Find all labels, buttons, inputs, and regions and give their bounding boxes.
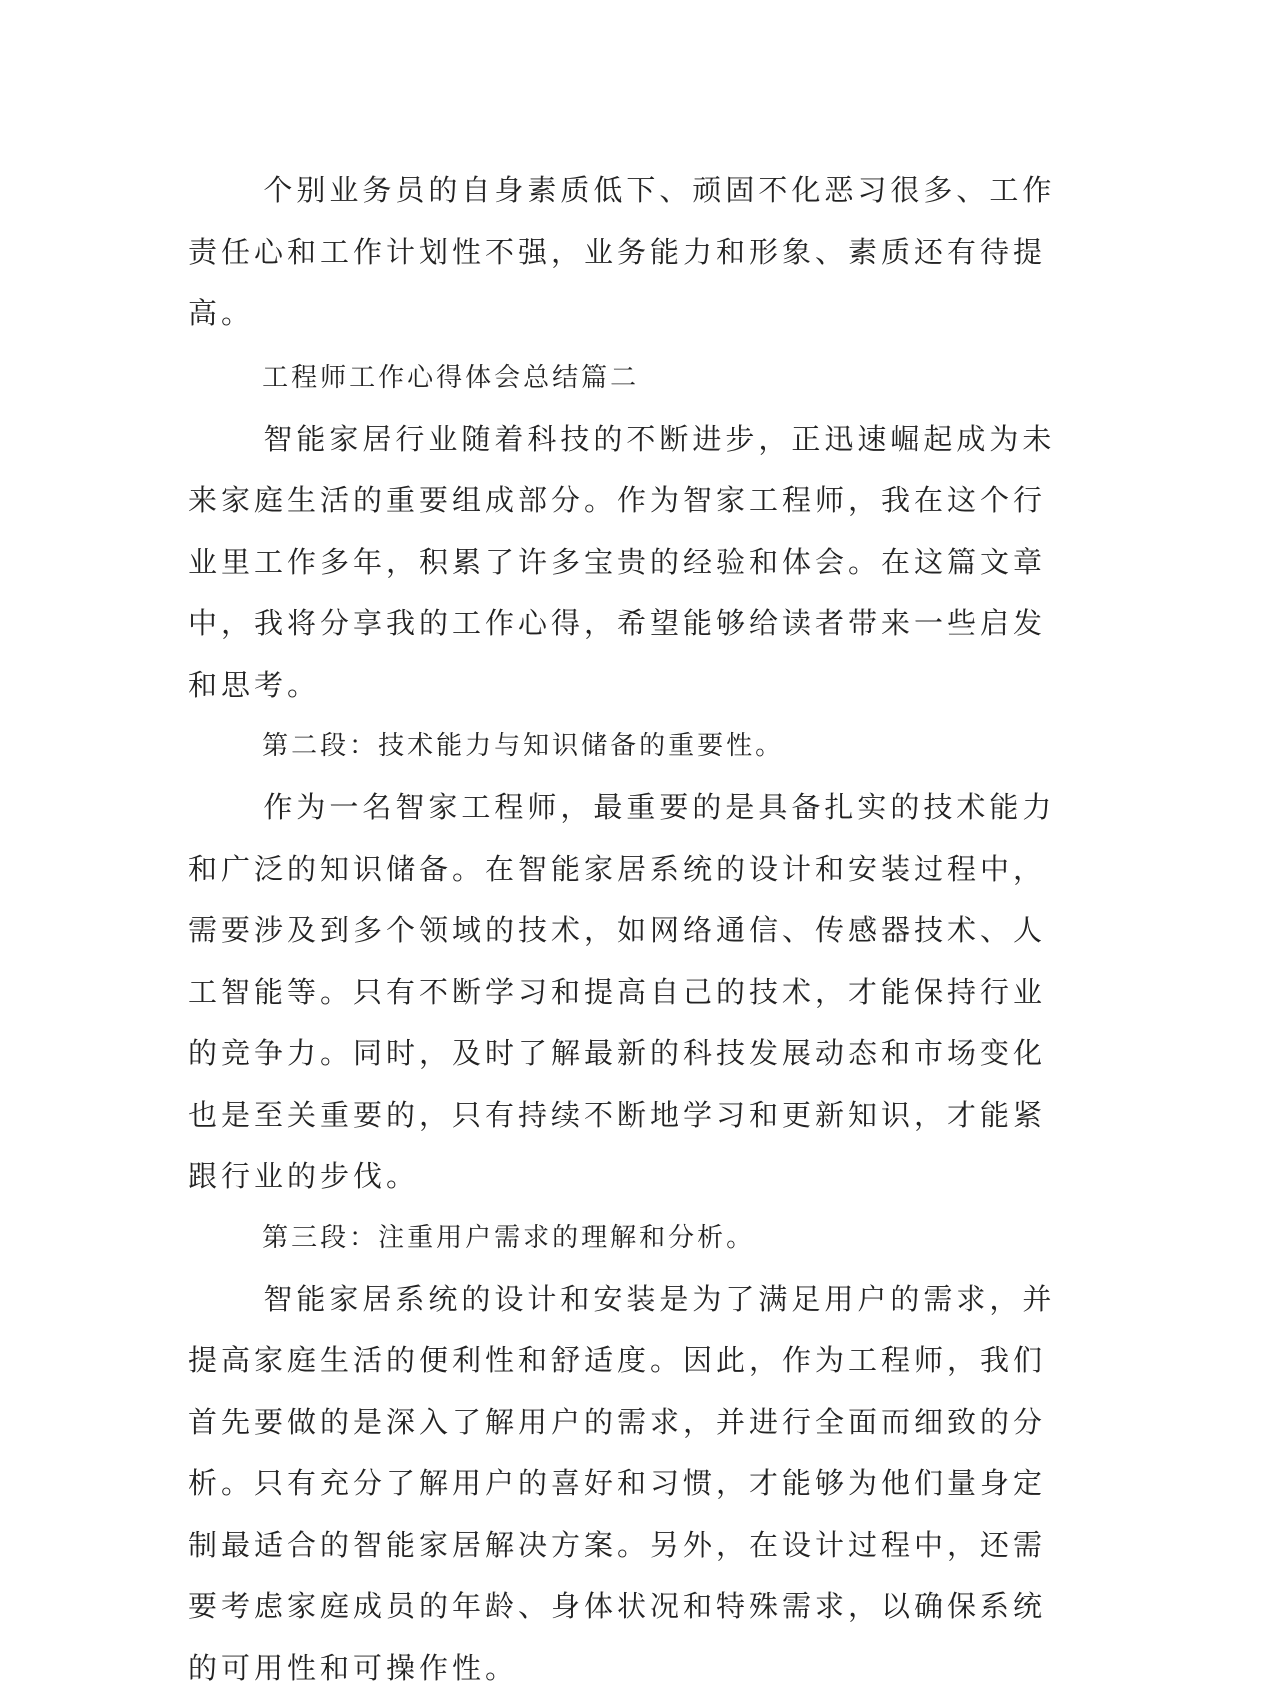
paragraph-body-4: 智能家居系统的设计和安装是为了满足用户的需求，并提高家庭生活的便利性和舒适度。因此，作为工程师，我们首先要做的是深入了解用户的需求，并进行全面而细致的分析。只有充分了解用户的喜好和习惯，才能够为他们量身定制最适合的智能家居解决方案。另外，在设计过程中，还需要考虑家庭成员的年龄、身体状况和特殊需求，以确保系统的可用性和可操作性。 (188, 1269, 1078, 1699)
paragraph-body-3: 作为一名智家工程师，最重要的是具备扎实的技术能力和广泛的知识储备。在智能家居系统的设计和安装过程中，需要涉及到多个领域的技术，如网络通信、传感器技术、人工智能等。只有不断学习和提高自己的技术，才能保持行业的竞争力。同时，及时了解最新的科技发展动态和市场变化也是至关重要的，只有持续不断地学习和更新知识，才能紧跟行业的步伐。 (188, 777, 1078, 1208)
paragraph-body-1: 个别业务员的自身素质低下、顽固不化恶习很多、工作责任心和工作计划性不强，业务能力和形象、素质还有待提高。 (188, 160, 1078, 345)
section-heading-part-3: 第三段：注重用户需求的理解和分析。 (188, 1208, 1078, 1269)
document-body (188, 160, 1078, 1699)
section-heading-article-2: 工程师工作心得体会总结篇二 (188, 348, 1078, 409)
section-heading-part-2: 第二段：技术能力与知识储备的重要性。 (188, 716, 1078, 777)
paragraph-body-2: 智能家居行业随着科技的不断进步，正迅速崛起成为未来家庭生活的重要组成部分。作为智家工程师，我在这个行业里工作多年，积累了许多宝贵的经验和体会。在这篇文章中，我将分享我的工作心得，希望能够给读者带来一些启发和思考。 (188, 409, 1078, 717)
